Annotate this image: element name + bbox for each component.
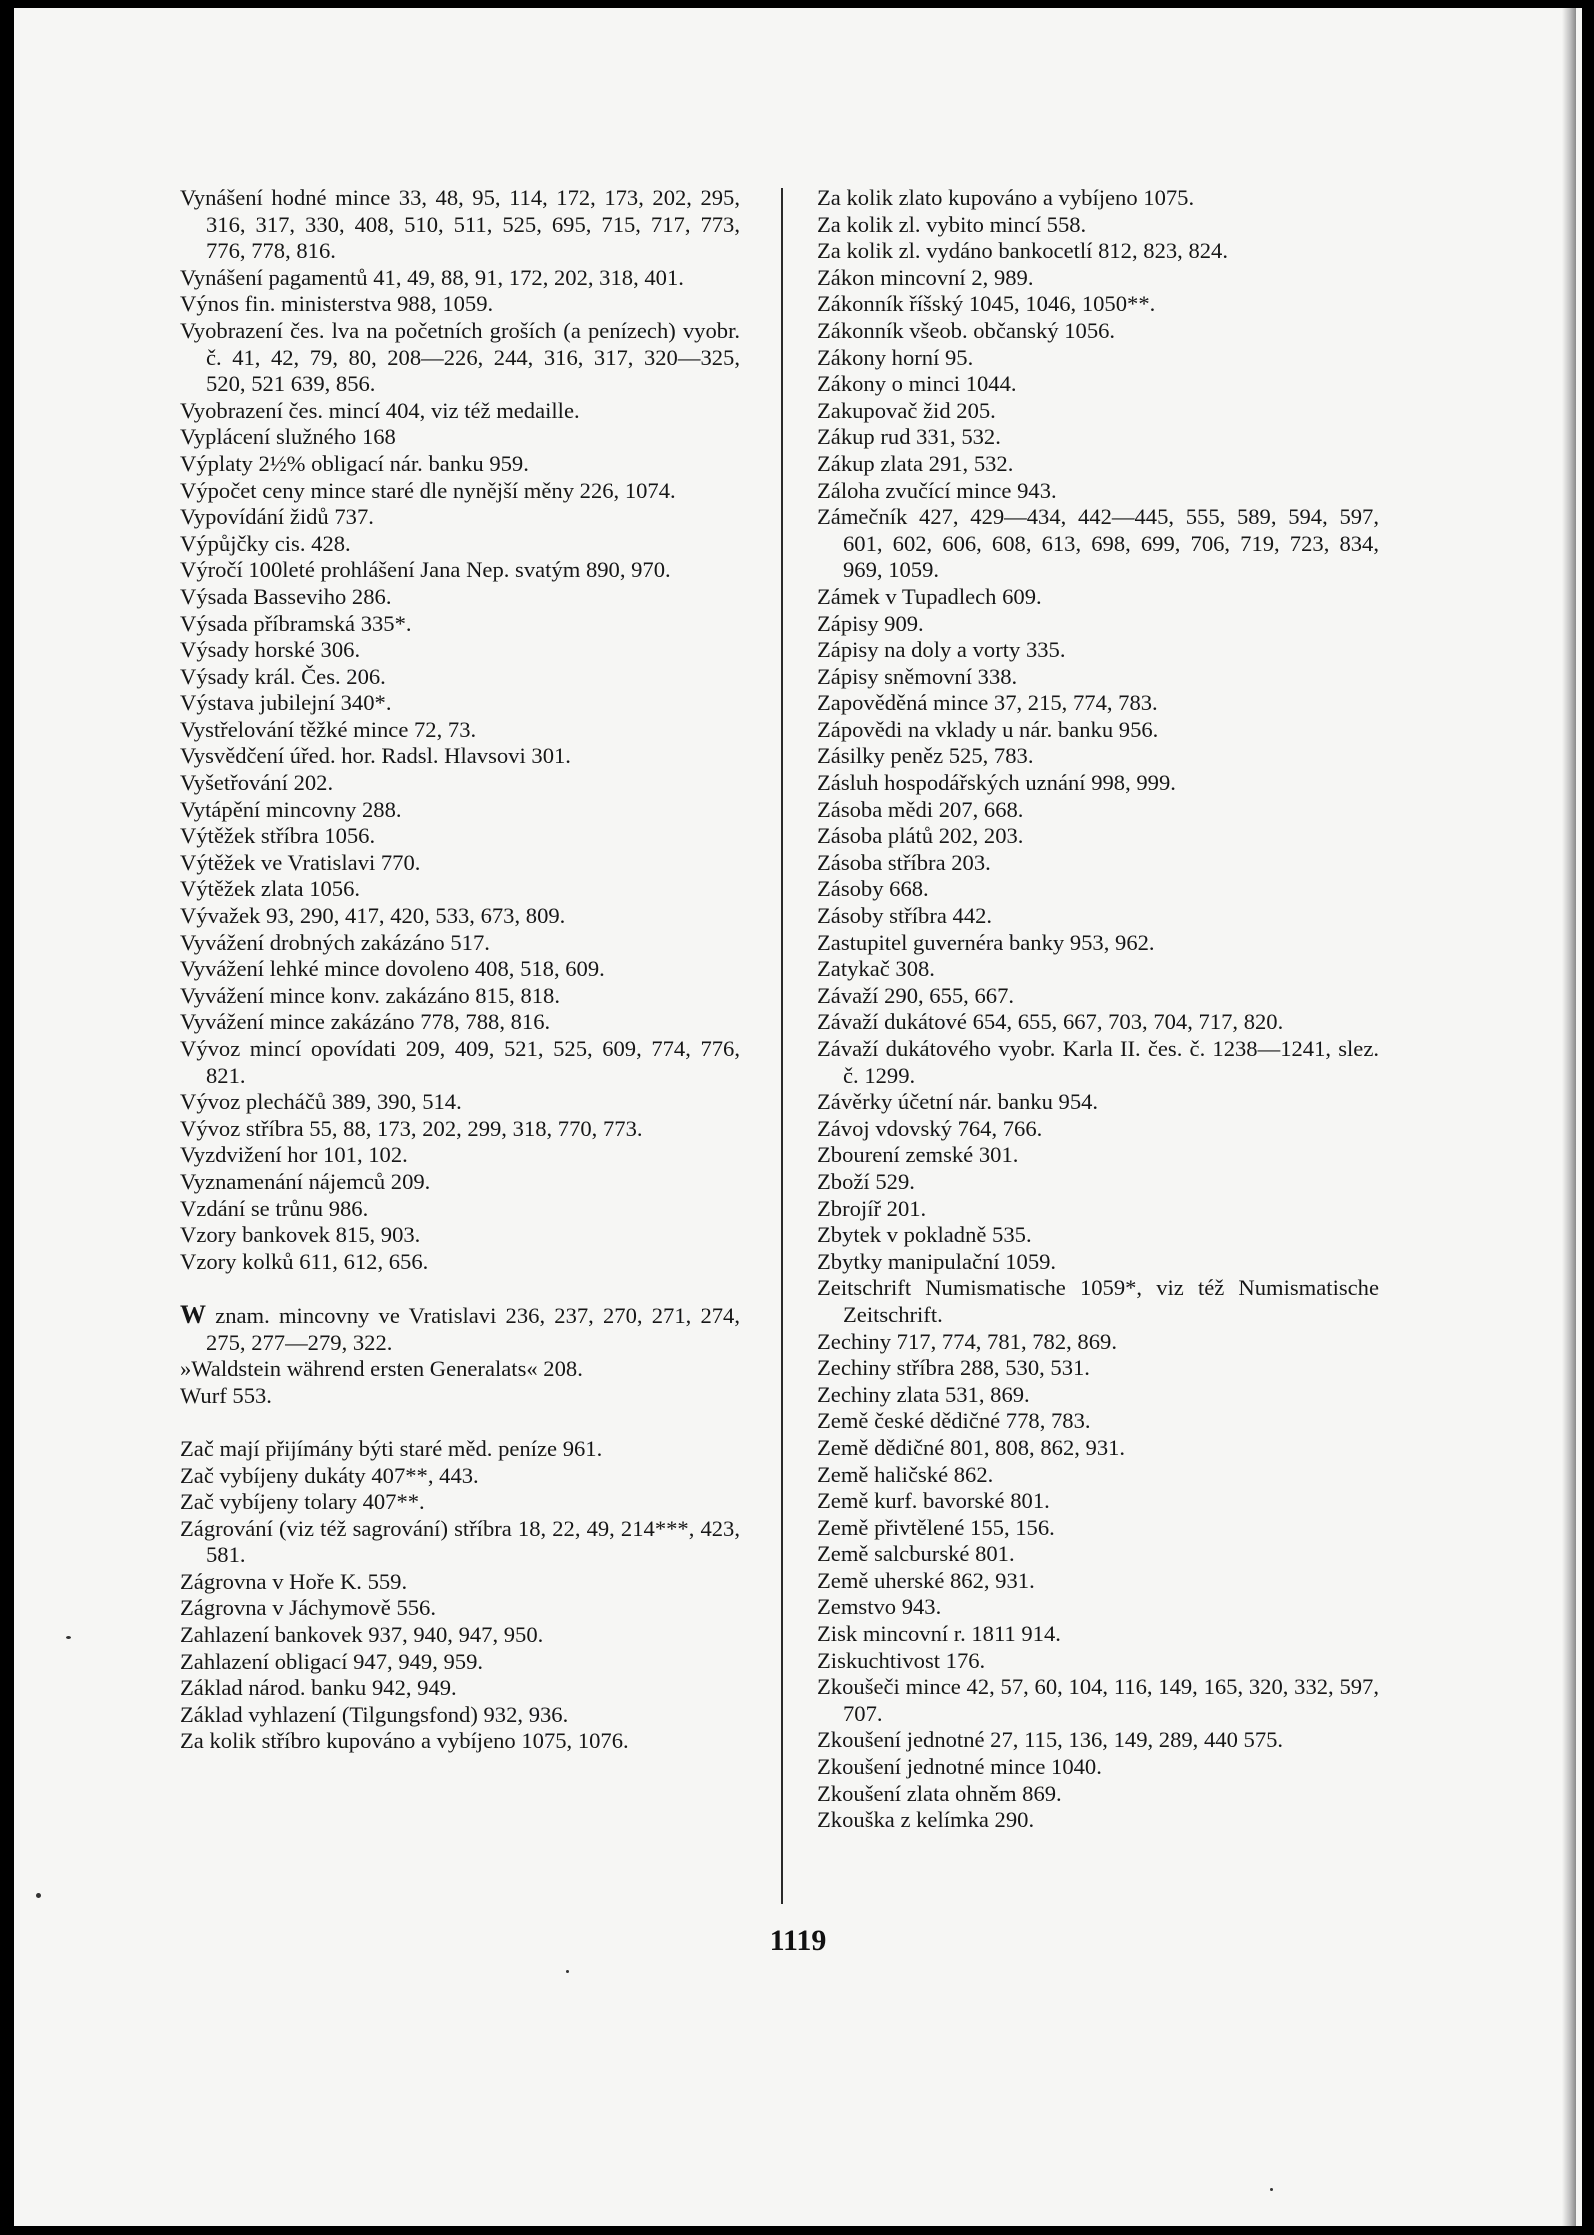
index-entry: Země kurf. bavorské 801. — [817, 1488, 1050, 1514]
index-entry: Vyvážení mince zakázáno 778, 788, 816. — [180, 1009, 551, 1035]
index-entry: Výstava jubilejní 340*. — [180, 690, 392, 716]
index-entry: Zbrojíř 201. — [817, 1195, 927, 1221]
index-entry: Výsada Basseviho 286. — [180, 583, 392, 609]
index-entry: Země salcburské 801. — [817, 1541, 1015, 1567]
index-entry: Vývoz stříbra 55, 88, 173, 202, 299, 318, 770, 773. — [180, 1115, 643, 1141]
index-entry: Výnos fin. ministerstva 988, 1059. — [180, 291, 494, 317]
index-entry: Vyobrazení čes. lva na početních groších (a penízech) vyobr. č. 41, 42, 79, 80, 208—226, 244, 316, 317, 320—325, 520, 521 639, 856. — [180, 317, 740, 397]
index-entry: Zkoušení zlata ohněm 869. — [817, 1780, 1062, 1806]
index-entry: Zágrovna v Hoře K. 559. — [180, 1568, 408, 1594]
index-entry: Vystřelování těžké mince 72, 73. — [180, 716, 477, 742]
index-entry: Zahlazení obligací 947, 949, 959. — [180, 1648, 484, 1674]
index-entry: Vzdání se trůnu 986. — [180, 1195, 369, 1221]
index-entry: Zákup zlata 291, 532. — [817, 450, 1014, 476]
index-entry: Zámečník 427, 429—434, 442—445, 555, 589, 594, 597, 601, 602, 606, 608, 613, 698, 699, 706, 719, 723, 834, 969, 1059. — [817, 504, 1379, 583]
index-entry: Zisk mincovní r. 1811 914. — [817, 1621, 1061, 1647]
index-entry: Za kolik zl. vydáno bankocetlí 812, 823, 824. — [817, 238, 1229, 264]
index-entry: Vyzdvižení hor 101, 102. — [180, 1142, 408, 1168]
index-entry: Zač vybíjeny dukáty 407**, 443. — [180, 1462, 479, 1488]
section-letter-w: W — [180, 1299, 206, 1329]
index-entry: Vyplácení služného 168 — [180, 424, 396, 450]
index-entry: Zač vybíjeny tolary 407**. — [180, 1489, 425, 1515]
index-entry: Závoj vdovský 764, 766. — [817, 1115, 1043, 1141]
index-entry: Zásoby 668. — [817, 876, 929, 902]
index-entry: Zámek v Tupadlech 609. — [817, 583, 1042, 609]
index-entry: Zakupovač žid 205. — [817, 397, 996, 423]
index-entry: Země přivtělené 155, 156. — [817, 1514, 1055, 1540]
scan-speck — [66, 1636, 71, 1639]
scan-speck — [566, 1970, 569, 1973]
index-entry: Zeitschrift Numismatische 1059*, viz též Numismatische Zeitschrift. — [817, 1275, 1379, 1327]
index-entry: Výtěžek zlata 1056. — [180, 876, 361, 902]
index-entry: Zač mají přijímány býti staré měd. peníze 961. — [180, 1435, 603, 1461]
index-entry: Vyvážení mince konv. zakázáno 815, 818. — [180, 982, 560, 1008]
index-entry: Výplaty 2½% obligací nár. banku 959. — [180, 450, 529, 476]
index-entry: Závaží 290, 655, 667. — [817, 982, 1015, 1008]
index-entry: Zásoba plátů 202, 203. — [817, 823, 1024, 849]
index-entry: Ziskuchtivost 176. — [817, 1647, 986, 1673]
index-entry: Výsada příbramská 335*. — [180, 610, 412, 636]
index-entry: Zbytek v pokladně 535. — [817, 1222, 1032, 1248]
index-entry: Výročí 100leté prohlášení Jana Nep. svatým 890, 970. — [180, 557, 671, 583]
scan-speck — [36, 1893, 41, 1898]
index-entry: Zákonník všeob. občanský 1056. — [817, 317, 1116, 343]
index-entry: Zákup rud 331, 532. — [817, 424, 1001, 450]
index-entry: Vývažek 93, 290, 417, 420, 533, 673, 809. — [180, 903, 566, 929]
index-entry-text: znam. mincovny ve Vratislavi 236, 237, 270, 271, 274, 275, 277—279, 322. — [206, 1302, 740, 1355]
column-divider — [781, 188, 783, 1904]
index-entry: Vývoz mincí opovídati 209, 409, 521, 525, 609, 774, 776, 821. — [180, 1036, 740, 1088]
z-entries — [180, 1436, 740, 1755]
index-entry: Zkoušení jednotné 27, 115, 136, 149, 289, 440 575. — [817, 1727, 1284, 1753]
index-entry: Zkoušení jednotné mince 1040. — [817, 1754, 1102, 1780]
index-entry: Zásluh hospodářských uznání 998, 999. — [817, 770, 1176, 796]
index-entry: Vynášení hodné mince 33, 48, 95, 114, 172, 173, 202, 295, 316, 317, 330, 408, 510, 511, 525, 695, 715, 717, 773, 776, 778, 816. — [180, 185, 740, 264]
index-entry: Vyvážení drobných zakázáno 517. — [180, 929, 490, 955]
index-entry: Závěrky účetní nár. banku 954. — [817, 1089, 1099, 1115]
index-entry: Zápisy na doly a vorty 335. — [817, 637, 1066, 663]
index-entry: Za kolik zlato kupováno a vybíjeno 1075. — [817, 185, 1195, 210]
index-entry: Výtěžek ve Vratislavi 770. — [180, 849, 421, 875]
index-entry: Zboží 529. — [817, 1168, 915, 1194]
index-entry: Zásoba mědi 207, 668. — [817, 796, 1024, 822]
index-entry: Vytápění mincovny 288. — [180, 796, 402, 822]
index-entry: Výpočet ceny mince staré dle nynější měny 226, 1074. — [180, 477, 676, 503]
index-entry: Zásilky peněz 525, 783. — [817, 743, 1034, 769]
index-entry: Zákonník říšský 1045, 1046, 1050**. — [817, 291, 1156, 317]
index-entry: Vyvážení lehké mince dovoleno 408, 518, 609. — [180, 956, 605, 982]
index-entry: Zákony o minci 1044. — [817, 371, 1017, 397]
index-entry: Zágrování (viz též sagrování) stříbra 18, 22, 49, 214***, 423, 581. — [180, 1515, 740, 1568]
index-entry: Vzory bankovek 815, 903. — [180, 1222, 421, 1248]
index-entry: Vynášení pagamentů 41, 49, 88, 91, 172, 202, 318, 401. — [180, 264, 684, 290]
index-entry: Vyznamenání nájemců 209. — [180, 1168, 431, 1194]
index-entry: Zkouška z kelímka 290. — [817, 1807, 1035, 1833]
section-gap — [180, 1275, 740, 1302]
index-entry: Vypovídání židů 737. — [180, 504, 374, 530]
index-entry: Země dědičné 801, 808, 862, 931. — [817, 1434, 1126, 1460]
index-entry: Zásoby stříbra 442. — [817, 903, 993, 929]
index-entry: Zahlazení bankovek 937, 940, 947, 950. — [180, 1622, 544, 1648]
index-entry: Výtěžek stříbra 1056. — [180, 823, 376, 849]
index-entry: Výsady král. Čes. 206. — [180, 663, 386, 689]
index-entry: Vyšetřování 202. — [180, 770, 334, 796]
index-entry — [180, 1299, 740, 1356]
index-entry: Země uherské 862, 931. — [817, 1567, 1035, 1593]
right-column — [817, 185, 1379, 1834]
book-page — [14, 8, 1582, 2226]
left-column — [180, 185, 740, 1755]
index-entry: Země české dědičné 778, 783. — [817, 1408, 1091, 1434]
index-entry: Vývoz plecháčů 389, 390, 514. — [180, 1089, 462, 1115]
page-number: 1119 — [769, 1924, 827, 1957]
index-entry: Zatykač 308. — [817, 956, 935, 982]
index-entry: Závaží dukátového vyobr. Karla II. čes. č. 1238—1241, slez. č. 1299. — [817, 1036, 1379, 1088]
index-entry: Země haličské 862. — [817, 1461, 994, 1487]
index-entry: Za kolik stříbro kupováno a vybíjeno 1075, 1076. — [180, 1728, 629, 1754]
index-entry: Výpůjčky cis. 428. — [180, 530, 351, 556]
section-gap — [180, 1409, 740, 1436]
index-entry: Zapověděná mince 37, 215, 774, 783. — [817, 690, 1158, 716]
index-entry: Zbytky manipulační 1059. — [817, 1248, 1057, 1274]
index-entry: Zemstvo 943. — [817, 1594, 942, 1620]
index-entry: Základ vyhlazení (Tilgungsfond) 932, 936. — [180, 1701, 569, 1727]
index-entry: Zastupitel guvernéra banky 953, 962. — [817, 929, 1155, 955]
index-entry: Zásoba stříbra 203. — [817, 849, 991, 875]
index-entry: Zápisy 909. — [817, 610, 924, 636]
index-entry: Zechiny 717, 774, 781, 782, 869. — [817, 1328, 1117, 1354]
index-entry: Vyobrazení čes. mincí 404, viz též medaille. — [180, 397, 580, 423]
index-entry: Za kolik zl. vybito mincí 558. — [817, 211, 1087, 237]
index-entry: Zágrovna v Jáchymově 556. — [180, 1595, 436, 1621]
index-entry: »Waldstein während ersten Generalats« 208. — [180, 1356, 583, 1382]
index-entry: Zákony horní 95. — [817, 344, 974, 370]
index-entry: Zechiny stříbra 288, 530, 531. — [817, 1355, 1090, 1381]
index-entry: Zápisy sněmovní 338. — [817, 663, 1018, 689]
index-entry: Vzory kolků 611, 612, 656. — [180, 1248, 429, 1274]
w-entries — [180, 1299, 740, 1409]
index-entry: Vysvědčení úřed. hor. Radsl. Hlavsovi 301. — [180, 743, 571, 769]
index-entry: Základ národ. banku 942, 949. — [180, 1675, 457, 1701]
index-entry: Zechiny zlata 531, 869. — [817, 1381, 1030, 1407]
index-entry: Zákon mincovní 2, 989. — [817, 264, 1034, 290]
page-edge-shadow — [1562, 8, 1576, 2226]
index-entry: Zkoušeči mince 42, 57, 60, 104, 116, 149, 165, 320, 332, 597, 707. — [817, 1674, 1379, 1726]
scan-speck — [1270, 2188, 1273, 2191]
index-entry: Záloha zvučící mince 943. — [817, 477, 1057, 503]
index-entry: Závaží dukátové 654, 655, 667, 703, 704, 717, 820. — [817, 1009, 1284, 1035]
index-entry: Zápovědi na vklady u nár. banku 956. — [817, 716, 1159, 742]
index-entry: Výsady horské 306. — [180, 637, 361, 663]
v-entries — [180, 185, 740, 1275]
index-entry: Wurf 553. — [180, 1382, 272, 1408]
index-entry: Zbourení zemské 301. — [817, 1142, 1019, 1168]
